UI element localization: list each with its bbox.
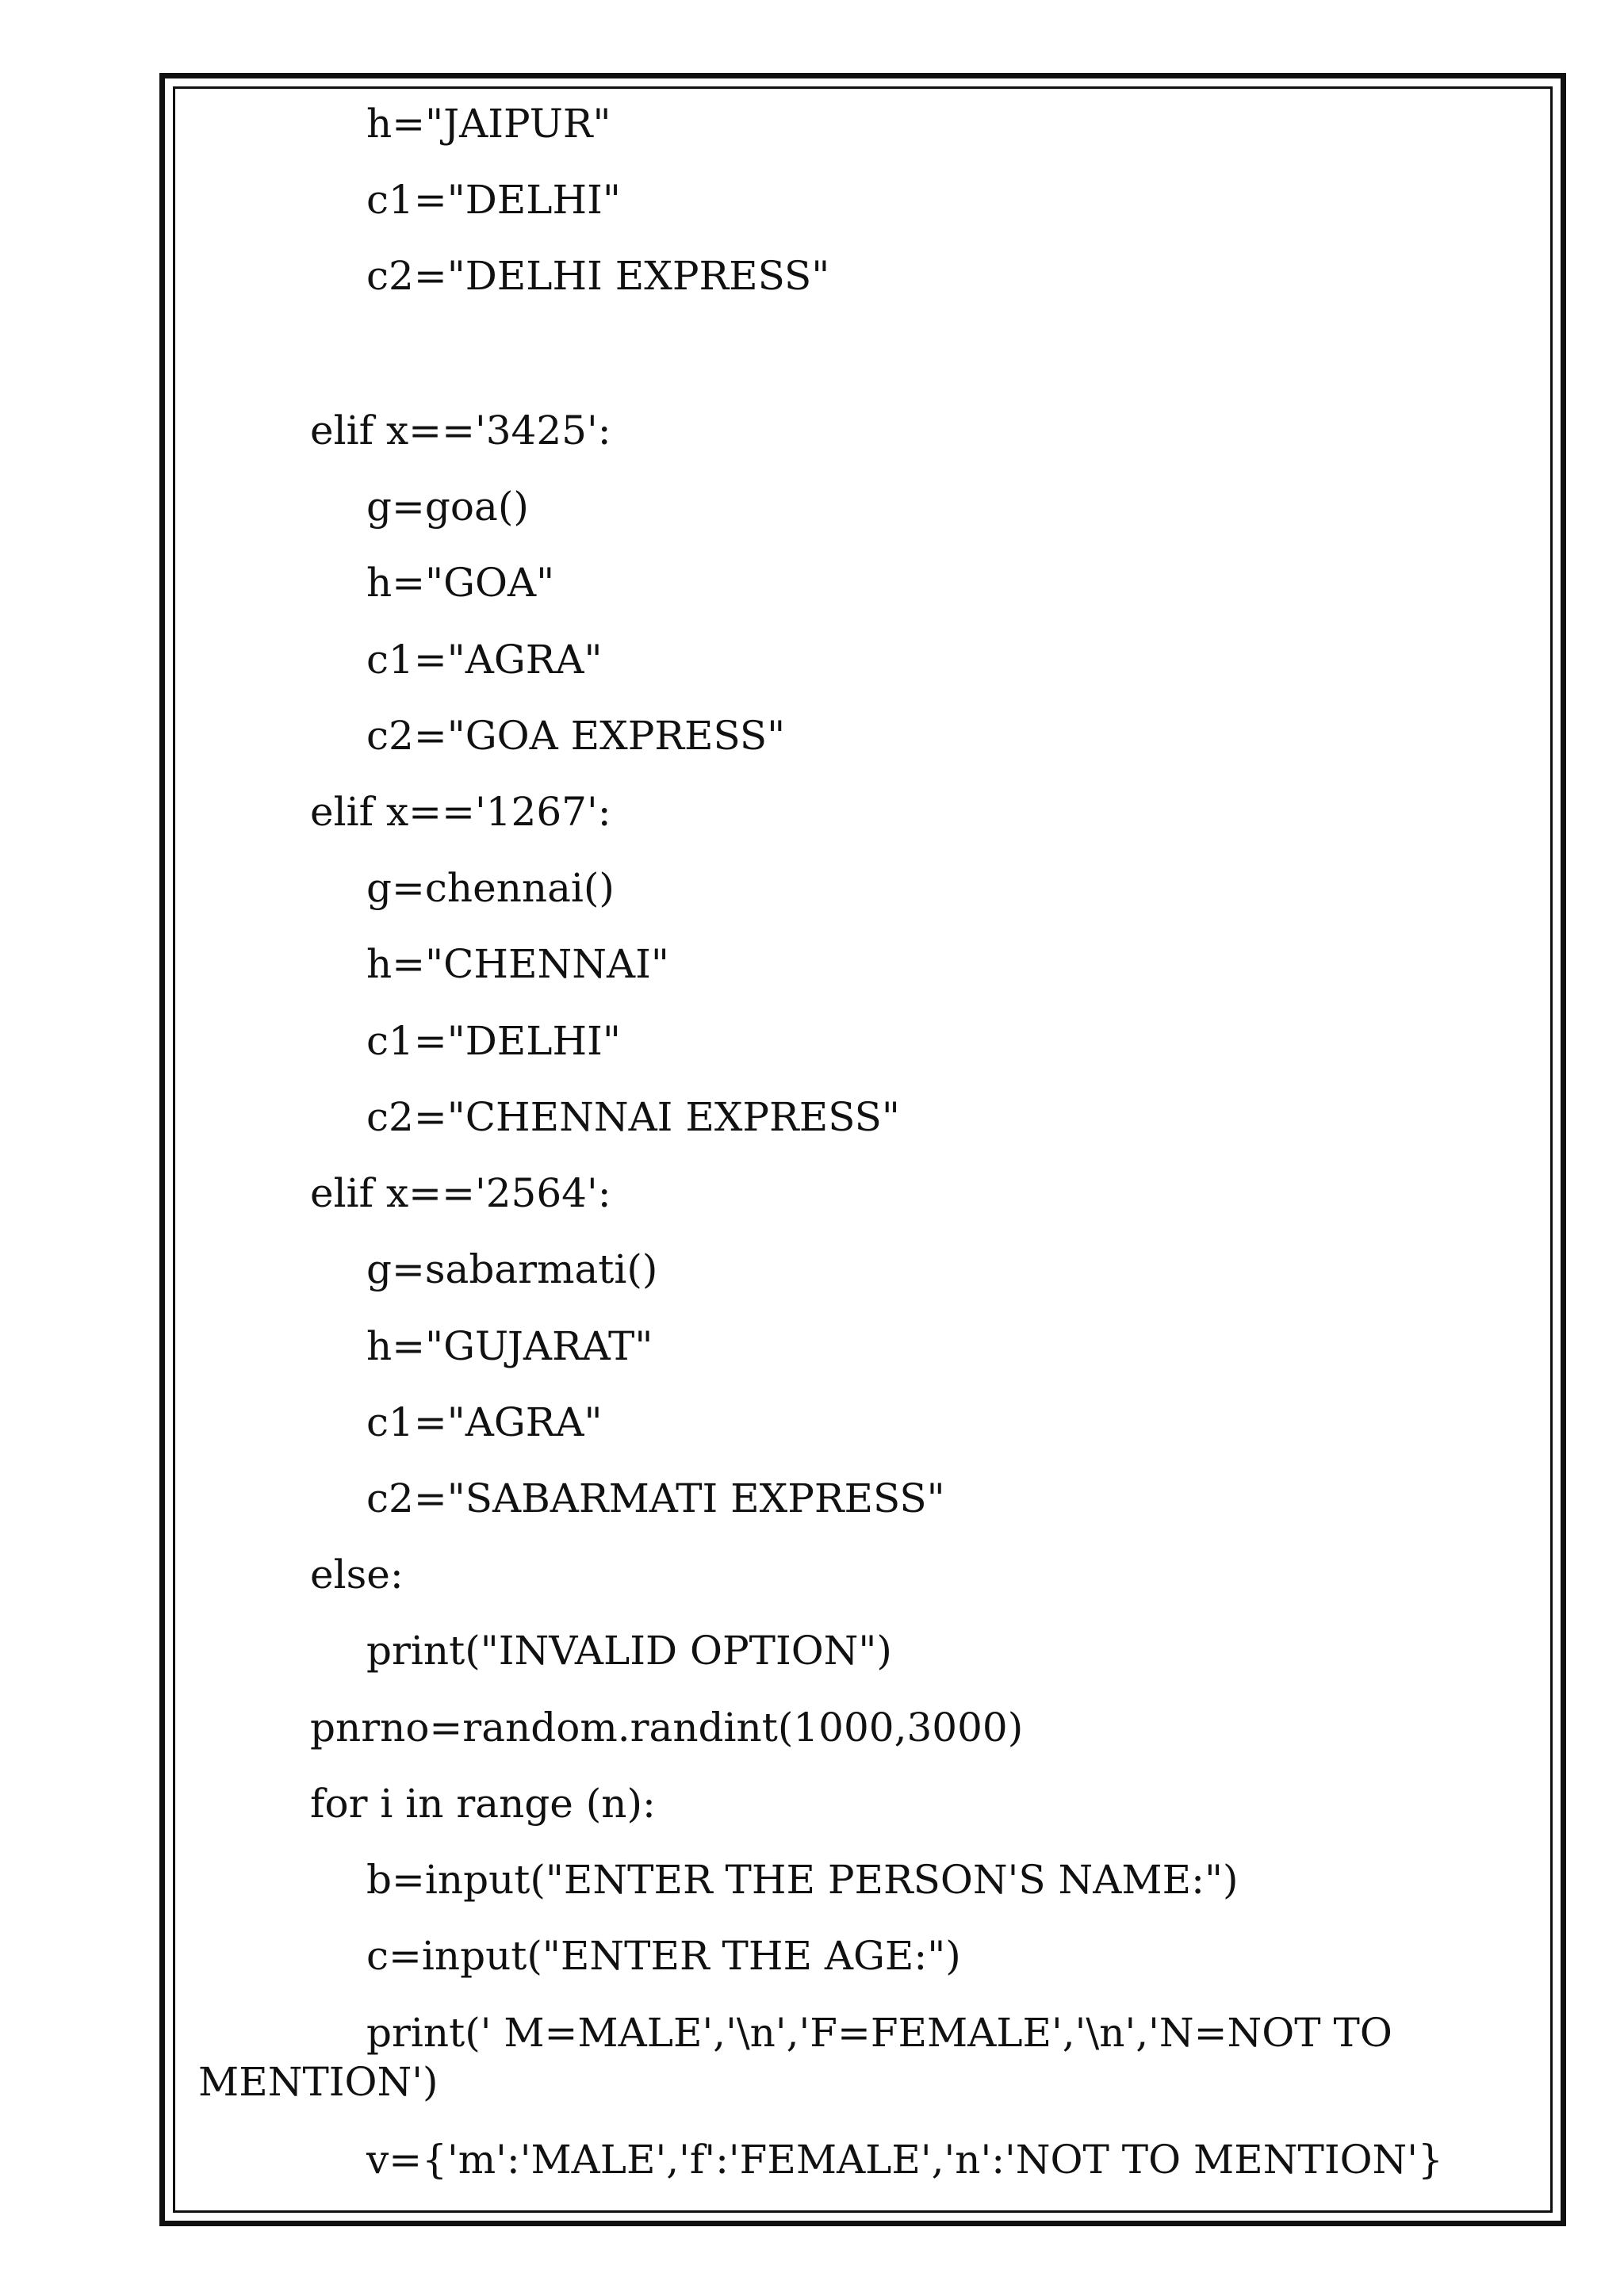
code-line-continuation: MENTION') xyxy=(198,2059,439,2105)
code-line: h="JAIPUR" xyxy=(366,101,611,147)
code-line: c=input("ENTER THE AGE:") xyxy=(366,1933,961,1979)
code-line: g=sabarmati() xyxy=(366,1246,658,1292)
code-line: c2="GOA EXPRESS" xyxy=(366,713,786,759)
code-line: c1="DELHI" xyxy=(366,177,621,223)
code-line: for i in range (n): xyxy=(310,1781,656,1827)
code-line: print(' M=MALE','\n','F=FEMALE','\n','N=NOT TO xyxy=(366,2010,1392,2056)
code-line: c2="CHENNAI EXPRESS" xyxy=(366,1094,900,1140)
code-line: g=chennai() xyxy=(366,865,615,911)
code-line: c1="AGRA" xyxy=(366,637,603,683)
code-line: print("INVALID OPTION") xyxy=(366,1628,892,1674)
code-line: h="GUJARAT" xyxy=(366,1323,653,1369)
code-line: elif x=='1267': xyxy=(310,789,611,835)
code-line: h="CHENNAI" xyxy=(366,941,669,987)
code-line: elif x=='2564': xyxy=(310,1170,611,1216)
code-line: b=input("ENTER THE PERSON'S NAME:") xyxy=(366,1857,1239,1903)
code-line: g=goa() xyxy=(366,484,529,530)
code-line: h="GOA" xyxy=(366,560,555,606)
code-line: c1="AGRA" xyxy=(366,1399,603,1445)
code-line: c2="DELHI EXPRESS" xyxy=(366,253,830,299)
code-line: c1="DELHI" xyxy=(366,1018,621,1064)
code-line: c2="SABARMATI EXPRESS" xyxy=(366,1475,945,1521)
code-line: v={'m':'MALE','f':'FEMALE','n':'NOT TO MENTION'} xyxy=(366,2137,1443,2183)
code-line: else: xyxy=(310,1552,404,1598)
code-line: elif x=='3425': xyxy=(310,408,611,453)
code-line: pnrno=random.randint(1000,3000) xyxy=(310,1705,1024,1751)
